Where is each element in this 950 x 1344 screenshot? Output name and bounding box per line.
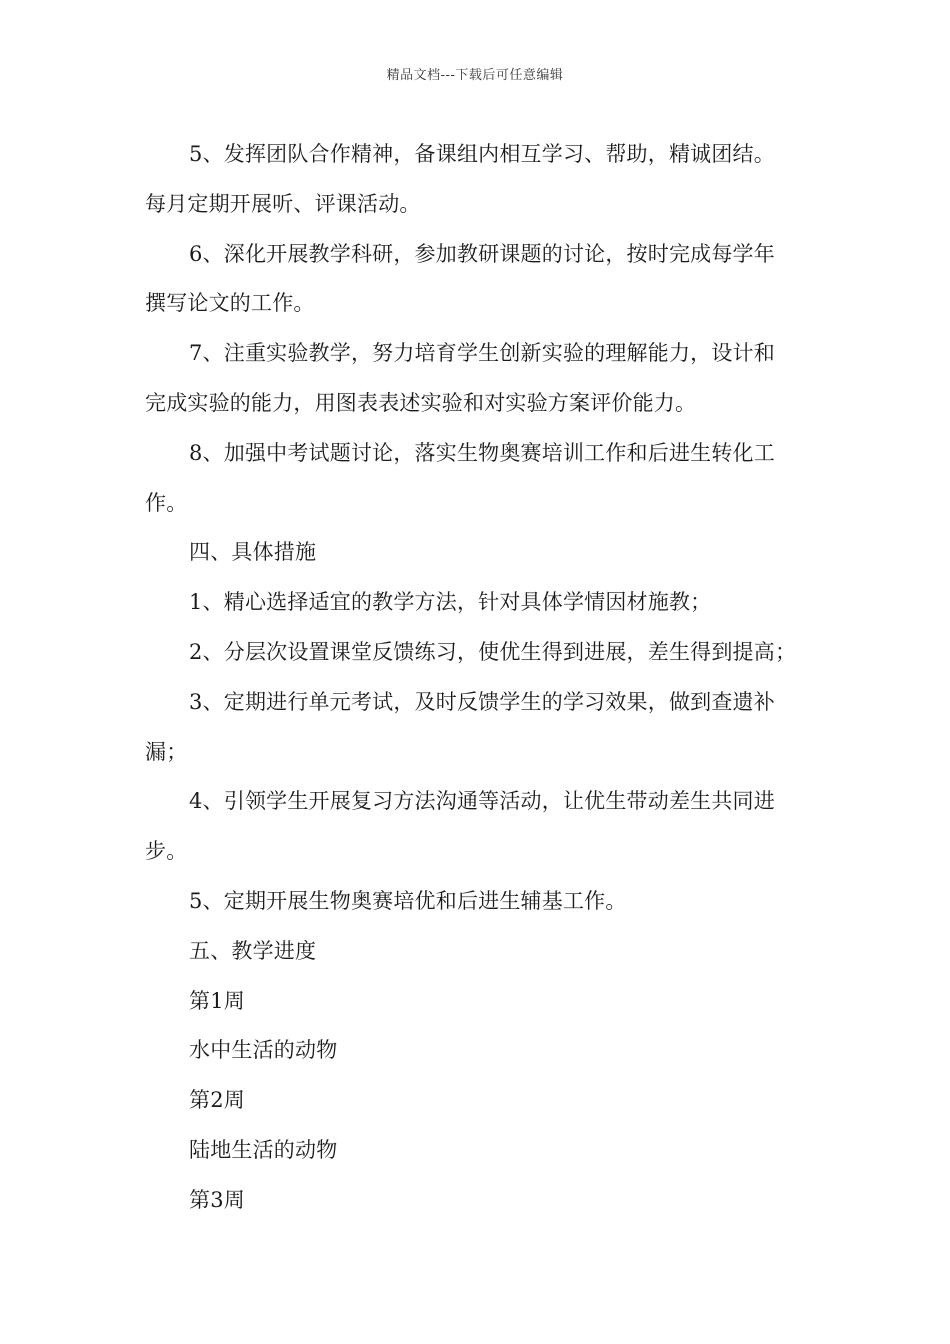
- schedule-week-1: [145, 977, 815, 1027]
- paragraph-line: 7、注重实验教学，努力培育学生创新实验的理解能力，设计和: [189, 341, 775, 366]
- week-topic: 陆地生活的动物: [189, 1137, 338, 1162]
- heading-text: 四、具体措施: [189, 540, 317, 565]
- paragraph-line: 8、加强中考试题讨论，落实生物奥赛培训工作和后进生转化工: [189, 440, 775, 465]
- week-topic: 水中生活的动物: [189, 1038, 338, 1063]
- paragraph-line: 5、发挥团队合作精神，备课组内相互学习、帮助，精诚团结。: [189, 142, 775, 166]
- paragraph-line: 完成实验的能力，用图表表述实验和对实验方案评价能力。: [145, 390, 697, 415]
- paragraph-line: 6、深化开展教学科研，参加教研课题的讨论，按时完成每学年: [189, 241, 775, 266]
- paragraph-line: 作。: [145, 490, 188, 515]
- section-heading-schedule: [145, 927, 815, 977]
- document-body: [145, 130, 815, 1226]
- item-text: 2、分层次设置课堂反馈练习，使优生得到进展，差生得到提高；: [189, 639, 797, 664]
- schedule-week-3: [145, 1176, 815, 1226]
- schedule-week-2-topic: [145, 1126, 815, 1176]
- paragraph-6: [145, 230, 815, 330]
- item-text: 步。: [145, 839, 188, 864]
- page-header: 精品文档---下载后可任意编辑: [386, 68, 564, 83]
- item-text: 3、定期进行单元考试，及时反馈学生的学习效果，做到查遗补: [189, 689, 775, 714]
- paragraph-line: 每月定期开展听、评课活动。: [145, 191, 421, 216]
- week-label: 第2周: [189, 1088, 245, 1113]
- measure-item-5: [145, 877, 815, 927]
- section-heading-measures: [145, 528, 815, 578]
- week-label: 第3周: [189, 1187, 245, 1212]
- measure-item-1: [145, 578, 815, 628]
- item-text: 5、定期开展生物奥赛培优和后进生辅基工作。: [189, 888, 627, 913]
- item-text: 漏；: [145, 739, 188, 764]
- measure-item-3: [145, 678, 815, 778]
- heading-text: 五、教学进度: [189, 938, 317, 963]
- paragraph-7: [145, 329, 815, 429]
- measure-item-2: [145, 628, 815, 678]
- item-text: 4、引领学生开展复习方法沟通等活动，让优生带动差生共同进: [189, 789, 775, 814]
- week-label: 第1周: [189, 988, 245, 1013]
- paragraph-line: 撰写论文的工作。: [145, 291, 315, 316]
- schedule-week-1-topic: [145, 1026, 815, 1076]
- paragraph-5: [145, 130, 815, 230]
- paragraph-8: [145, 429, 815, 529]
- measure-item-4: [145, 777, 815, 877]
- item-text: 1、精心选择适宜的教学方法，针对具体学情因材施教；: [189, 590, 712, 615]
- schedule-week-2: [145, 1076, 815, 1126]
